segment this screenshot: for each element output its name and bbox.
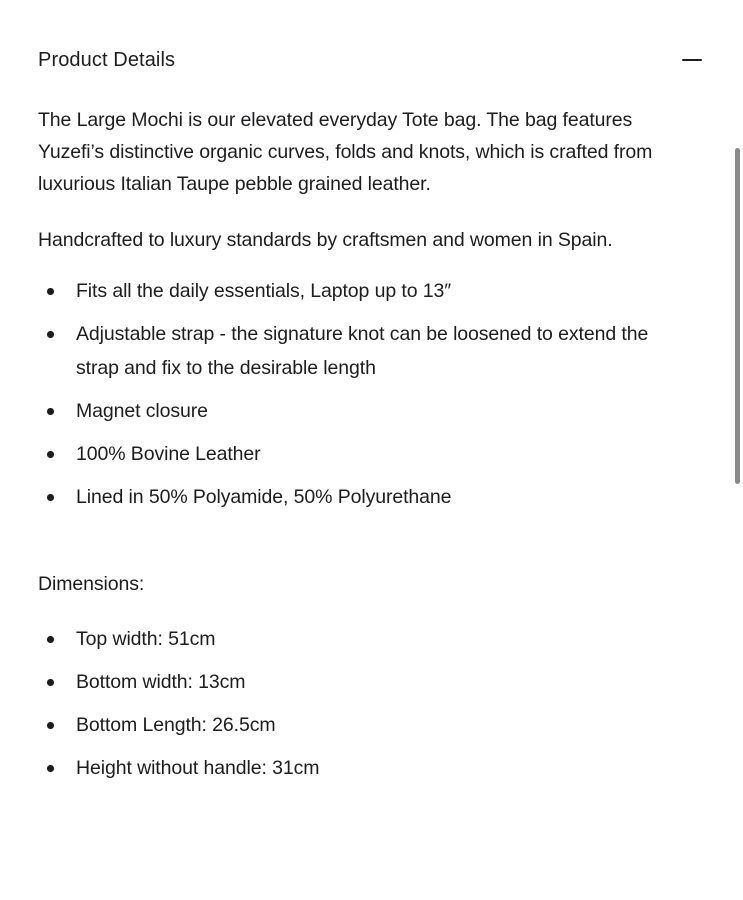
list-item-dimension: Top width: 51cm xyxy=(38,622,666,656)
accordion-header-product-details[interactable] xyxy=(38,48,702,72)
list-item-feature: Fits all the daily essentials, Laptop up to 13″ xyxy=(38,274,666,308)
dimensions-list xyxy=(38,622,666,785)
dimensions-label: Dimensions: xyxy=(38,573,145,595)
features-list xyxy=(38,274,666,514)
list-item-dimension: Height without handle: 31cm xyxy=(38,751,666,785)
accordion-body xyxy=(38,104,666,785)
list-item-feature: 100% Bovine Leather xyxy=(38,437,666,471)
section-title: Product Details xyxy=(38,49,176,71)
minus-icon[interactable] xyxy=(682,59,702,62)
list-item-feature: Adjustable strap - the signature knot can be loosened to extend the strap and fix to the desirable length xyxy=(38,317,666,385)
list-item-dimension: Bottom width: 13cm xyxy=(38,665,666,699)
list-item-feature: Lined in 50% Polyamide, 50% Polyurethane xyxy=(38,480,666,514)
craftsmanship-paragraph: Handcrafted to luxury standards by craftsmen and women in Spain. xyxy=(38,229,613,251)
scrollbar-thumb[interactable] xyxy=(735,148,740,484)
list-item-dimension: Bottom Length: 26.5cm xyxy=(38,708,666,742)
list-item-feature: Magnet closure xyxy=(38,394,666,428)
description-paragraph: The Large Mochi is our elevated everyday Tote bag. The bag features Yuzefi’s distinctive organic curves, folds and knots, which is crafted from luxurious Italian Taupe pebble grained leather. xyxy=(38,109,653,195)
